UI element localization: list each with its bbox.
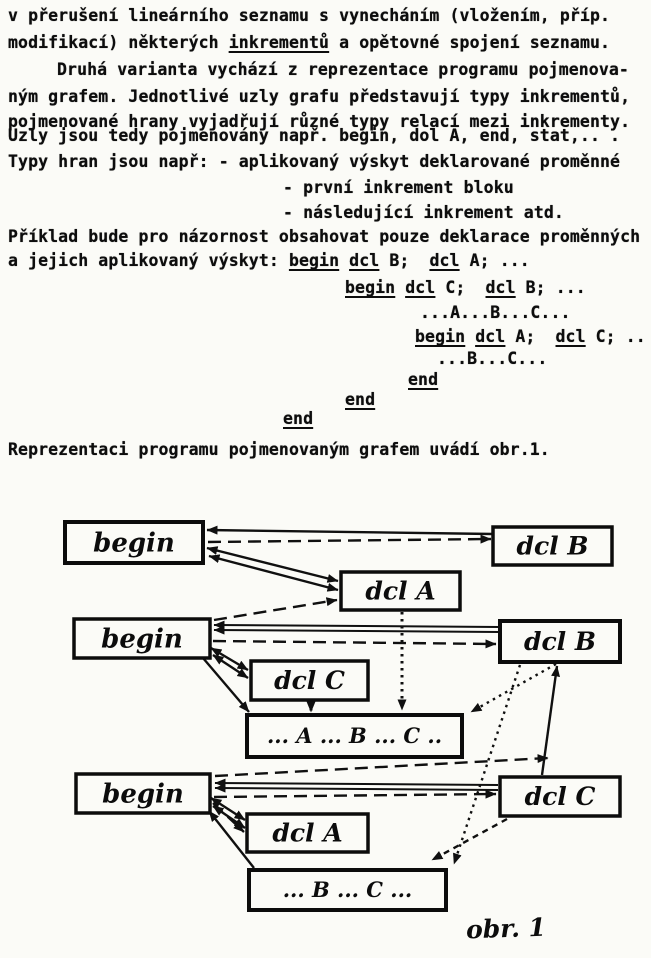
underlined-word: dcl: [429, 251, 460, 270]
node-label: ... A ... B ... C ..: [266, 723, 443, 749]
text-segment: pojmenované hrany vyjadřují různé typy relací mezi inkrementy.: [8, 112, 631, 131]
underlined-word: dcl: [555, 327, 586, 346]
node-dcl-c-2: [500, 777, 620, 816]
node-dcl-a-2: [247, 814, 368, 852]
node-label: dcl B: [523, 627, 597, 656]
edge-solid: [215, 788, 498, 790]
text-segment: - první inkrement bloku: [283, 178, 514, 197]
text-segment: - následující inkrement atd.: [283, 203, 564, 222]
underlined-word: begin: [345, 278, 396, 297]
node-begin-1: [65, 522, 203, 563]
node-dcl-a-1: [341, 572, 460, 610]
node-label: dcl B: [516, 531, 589, 561]
text-segment: a jejich aplikovaný výskyt:: [8, 251, 289, 270]
edge-solid: [207, 530, 493, 534]
text-segment: a opětovné spojení seznamu.: [329, 33, 611, 52]
edge-dashed: [215, 758, 548, 776]
underlined-word: dcl: [405, 278, 436, 297]
node-label: dcl C: [524, 782, 596, 811]
text-segment: Příklad bude pro názornost obsahovat pouze deklarace proměnných: [8, 227, 641, 246]
edge-dashed: [214, 794, 496, 797]
edge-solid: [214, 630, 499, 632]
edge-solid: [214, 625, 499, 627]
edge-solid: [209, 556, 338, 590]
node-begin-3: [76, 774, 210, 813]
node-dcl-c-1: [251, 661, 368, 700]
text-segment: A;: [505, 327, 556, 346]
text-segment: Druhá varianta vychází z reprezentace programu pojmenova-: [57, 60, 629, 79]
text-segment: C; ..: [585, 327, 646, 346]
text-segment: A; ...: [459, 251, 530, 270]
node-dcl-b-2: [500, 621, 620, 662]
text-segment: modifikací) některých: [8, 33, 229, 52]
underlined-word: dcl: [485, 278, 516, 297]
edge-dotted: [471, 664, 556, 712]
node-label: ... B ... C ...: [282, 877, 413, 903]
edge-dashed: [213, 641, 496, 644]
figure-caption: obr. 1: [465, 912, 547, 945]
edge-solid: [215, 783, 498, 785]
edge-dashed: [208, 539, 491, 542]
node-begin-2: [74, 619, 210, 658]
edge-solid: [207, 548, 338, 581]
underlined-word: end: [283, 409, 314, 428]
edge-meddash: [432, 819, 507, 860]
node-label: begin: [102, 779, 184, 810]
node-dcl-b-1: [493, 527, 612, 565]
underlined-word: inkrementů: [228, 33, 330, 52]
edge-dashed: [214, 600, 337, 620]
text-segment: Uzly jsou tedy pojmenovány např. begin, dol A, end, stat,.. .: [8, 126, 621, 145]
node-layer: [65, 522, 620, 910]
text-segment: Reprezentaci programu pojmenovaným grafem uvádí obr.1.: [8, 440, 550, 459]
underlined-word: begin: [415, 327, 466, 346]
underlined-word: end: [345, 390, 376, 409]
node-label: dcl A: [365, 576, 436, 606]
text-segment: ným grafem. Jednotlivé uzly grafu představují typy inkrementů,: [8, 87, 631, 106]
underlined-word: dcl: [349, 251, 380, 270]
text-segment: C;: [435, 278, 486, 297]
text-segment: Typy hran jsou např: - aplikovaný výskyt deklarované proměnné: [8, 152, 621, 171]
node-use-bc: [249, 870, 446, 910]
node-label: dcl A: [272, 818, 343, 848]
underlined-word: dcl: [475, 327, 506, 346]
node-label: begin: [101, 624, 183, 655]
text-segment: ...B...C...: [437, 349, 548, 368]
text-segment: v přerušení lineárního seznamu s vynecháním (vložením, příp.: [8, 6, 611, 25]
underlined-word: end: [408, 370, 439, 389]
edge-dotted: [454, 665, 520, 864]
node-label: begin: [93, 528, 175, 559]
text-segment: B;: [379, 251, 430, 270]
node-use-abc: [247, 715, 462, 757]
text-segment: ...A...B...C...: [420, 303, 571, 322]
text-segment: B; ...: [515, 278, 586, 297]
underlined-word: begin: [288, 251, 340, 270]
node-label: dcl C: [274, 666, 345, 695]
